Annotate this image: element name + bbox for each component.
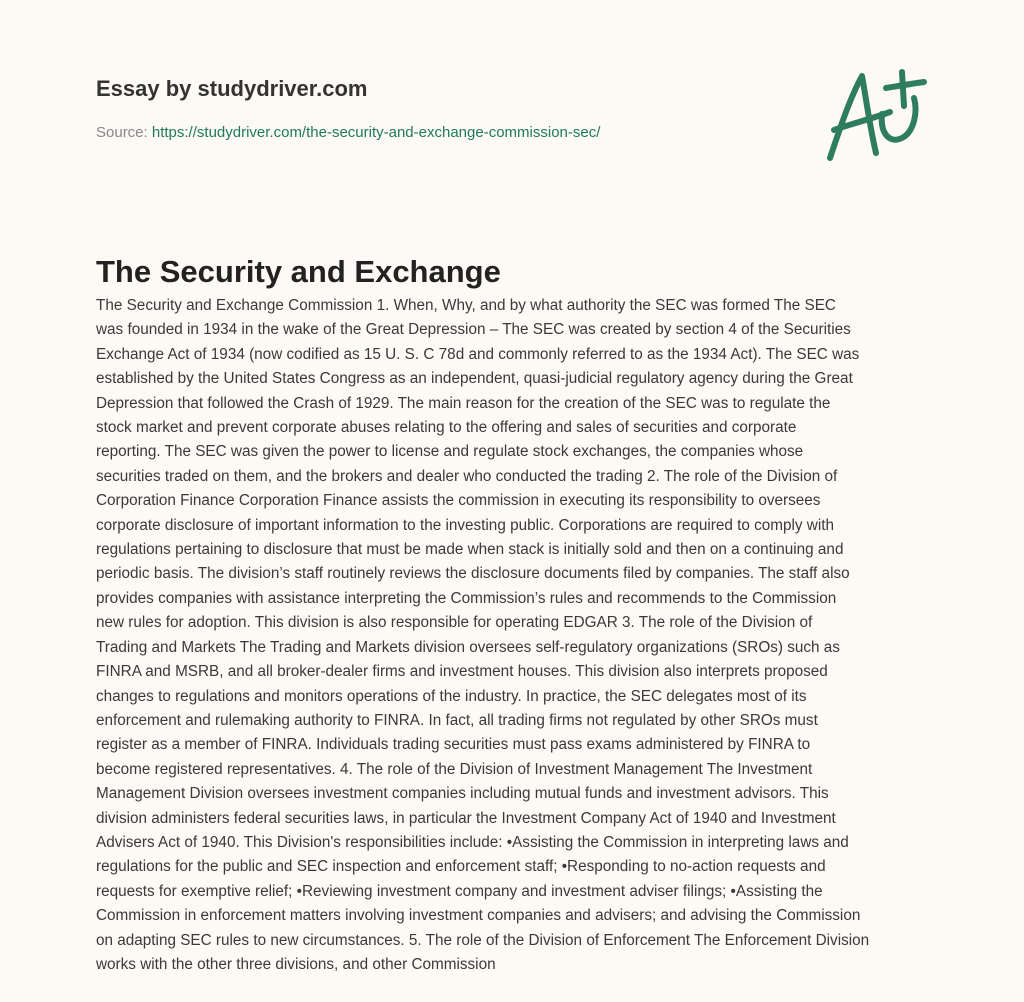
body-line: securities traded on them, and the brokers and dealer who conducted the trading 2. The role of the Division of xyxy=(96,467,838,485)
source-label: Source: xyxy=(96,124,148,141)
body-line: established by the United States Congress as an independent, quasi-judicial regulatory agency during the Great xyxy=(96,370,853,388)
body-line: regulations pertaining to disclosure that must be made when stack is initially sold and then on a continuing and xyxy=(96,541,844,559)
body-line: Trading and Markets The Trading and Markets division oversees self-regulatory organizations (SROs) such as xyxy=(96,638,840,656)
source-link[interactable]: https://studydriver.com/the-security-and-exchange-commission-sec/ xyxy=(151,124,601,141)
body-line: Management Division oversees investment companies including mutual funds and investment advisors. This xyxy=(96,785,829,803)
body-line: provides companies with assistance interpreting the Commission’s rules and recommends to the Commission xyxy=(96,589,837,607)
body-line: become registered representatives. 4. The role of the Division of Investment Management The Investment xyxy=(96,760,813,778)
body-line: division administers federal securities laws, in particular the Investment Company Act of 1940 and Investment xyxy=(96,809,836,827)
body-line: was founded in 1934 in the wake of the Great Depression – The SEC was created by section 4 of the Securities xyxy=(96,321,851,339)
essay-body xyxy=(96,294,936,977)
body-line: Commission in enforcement matters involving investment companies and advisers; and advising the Commission xyxy=(96,907,861,925)
body-line: requests for exemptive relief; •Reviewing investment company and investment adviser filings; •Assisting the xyxy=(96,882,823,900)
source-line xyxy=(96,124,600,141)
body-line: enforcement and rulemaking authority to FINRA. In fact, all trading firms not regulated by other SROs must xyxy=(96,711,818,729)
body-line: register as a member of FINRA. Individuals trading securities must pass exams administered by FINRA to xyxy=(96,736,811,754)
body-line: periodic basis. The division’s staff routinely reviews the disclosure documents filed by companies. The staff also xyxy=(96,565,850,583)
essay-title: The Security and Exchange xyxy=(96,254,501,289)
body-line: The Security and Exchange Commission 1. When, Why, and by what authority the SEC was formed The SEC xyxy=(96,297,836,314)
body-line: Corporation Finance Corporation Finance assists the commission in executing its responsibility to oversees xyxy=(96,492,821,510)
body-line: new rules for adoption. This division is also responsible for operating EDGAR 3. The role of the Division of xyxy=(96,614,813,632)
body-line: Exchange Act of 1934 (now codified as 15 U. S. C 78d and commonly referred to as the 1934 Act). The SEC was xyxy=(96,345,860,363)
body-line: reporting. The SEC was given the power to license and regulate stock exchanges, the companies whose xyxy=(96,443,804,461)
body-line: Advisers Act of 1940. This Division's responsibilities include: •Assisting the Commission in interpreting laws and xyxy=(96,833,849,851)
body-line: regulations for the public and SEC inspection and enforcement staff; •Responding to no-action requests and xyxy=(96,858,826,876)
body-line: corporate disclosure of important information to the investing public. Corporations are required to comply with xyxy=(96,516,835,534)
body-line: stock market and prevent corporate abuses relating to the offering and sales of securities and corporate xyxy=(96,419,797,437)
body-line: on adapting SEC rules to new circumstances. 5. The role of the Division of Enforcement The Enforcement Division xyxy=(96,931,870,949)
body-line: works with the other three divisions, and other Commission xyxy=(96,955,496,973)
body-line: FINRA and MSRB, and all broker-dealer firms and investment houses. This division also interprets proposed xyxy=(96,663,828,681)
a-plus-logo-icon xyxy=(820,68,930,168)
body-line: Depression that followed the Crash of 1929. The main reason for the creation of the SEC was to regulate the xyxy=(96,394,831,412)
brand-title: Essay by studydriver.com xyxy=(96,76,368,101)
body-line: changes to regulations and monitors operations of the industry. In practice, the SEC delegates most of its xyxy=(96,687,807,705)
